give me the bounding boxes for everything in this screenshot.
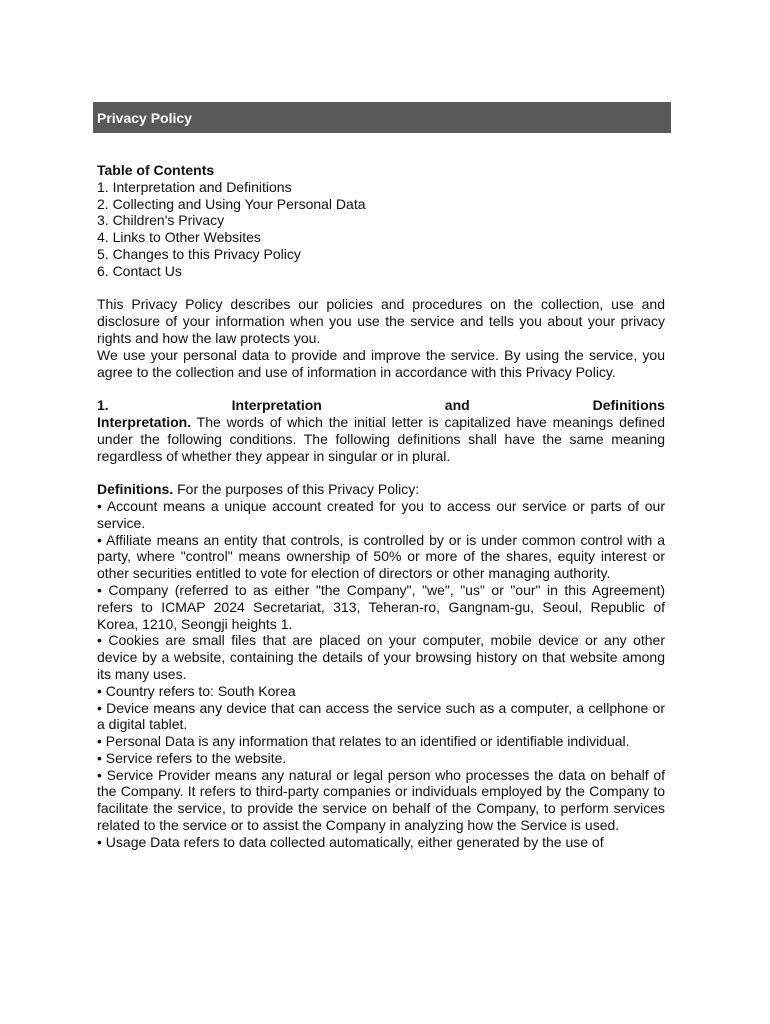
section-1-heading (97, 397, 665, 414)
definition-item: • Affiliate means an entity that controls, is controlled by or is under common control with a party, where "control" means ownership of 50% or more of the shares, equity interest or other securities entitled to vote for election of directors or other managing authority. (97, 531, 665, 582)
interpretation-paragraph (97, 414, 665, 464)
section-1-heading-word: Definitions (592, 397, 665, 414)
spacer (97, 380, 665, 397)
definition-item: • Account means a unique account created for you to access our service or parts of our service. (97, 497, 665, 531)
toc-item-3: 3. Children's Privacy (97, 212, 225, 229)
definition-item: • Cookies are small files that are placed on your computer, mobile device or any other device by a website, containing the details of your browsing history on that website among its many uses. (97, 632, 665, 682)
definitions-text: For the purposes of this Privacy Policy: (173, 481, 420, 498)
definition-item: • Service Provider means any natural or legal person who processes the data on behalf of the Company. It refers to third-party companies or individuals employed by the Company to facilitate the service, to provide the service on behalf of the Company, to perform services related to the service or to assist the Company in analyzing how the Service is used. (97, 766, 665, 834)
toc-item-5: 5. Changes to this Privacy Policy (97, 245, 301, 262)
section-1-heading-word: Interpretation (231, 397, 322, 414)
definitions-list (97, 498, 665, 851)
page-title: Privacy Policy (97, 109, 192, 126)
definition-item: • Company (referred to as either "the Company", "we", "us" or "our" in this Agreement) refers to ICMAP 2024 Secretariat, 313, Teheran-ro, Gangnam-gu, Seoul, Republic of Korea, 1210, Seongji heights 1. (97, 581, 665, 632)
toc-heading: Table of Contents (97, 162, 215, 178)
title-bar (93, 102, 671, 133)
intro-paragraph-1: This Privacy Policy describes our policies and procedures on the collection, use and disclosure of your information when you use the service and tells you about your privacy rights and how the law protects you. (97, 296, 665, 346)
section-1-heading-word: 1. (97, 397, 109, 414)
definitions-label: Definitions. (97, 481, 174, 498)
toc-item-2: 2. Collecting and Using Your Personal Data (97, 195, 366, 212)
intro-paragraph-2: We use your personal data to provide and improve the service. By using the service, you agree to the collection and use of information in accordance with this Privacy Policy. (97, 346, 665, 380)
spacer (97, 280, 665, 297)
spacer (97, 464, 665, 481)
definitions-intro (97, 481, 665, 498)
definition-item: • Service refers to the website. (97, 749, 287, 766)
definition-item: • Device means any device that can access the service such as a computer, a cellphone or a digital tablet. (97, 699, 665, 733)
toc-item-6: 6. Contact Us (97, 262, 182, 279)
interpretation-text: The words of which the initial letter is capitalized have meanings defined under the following conditions. The following definitions shall have the same meaning regardless of whether they appear in singular or in plural. (97, 413, 665, 464)
document-content (97, 162, 665, 851)
interpretation-label: Interpretation. (97, 413, 192, 430)
toc-item-4: 4. Links to Other Websites (97, 229, 261, 246)
definition-item: • Usage Data refers to data collected automatically, either generated by the use of (97, 833, 604, 850)
definition-item: • Personal Data is any information that relates to an identified or identifiable individual. (97, 733, 630, 750)
toc-item-1: 1. Interpretation and Definitions (97, 178, 292, 195)
section-1-heading-word: and (444, 397, 470, 414)
table-of-contents (97, 162, 665, 280)
definition-item: • Country refers to: South Korea (97, 682, 296, 699)
